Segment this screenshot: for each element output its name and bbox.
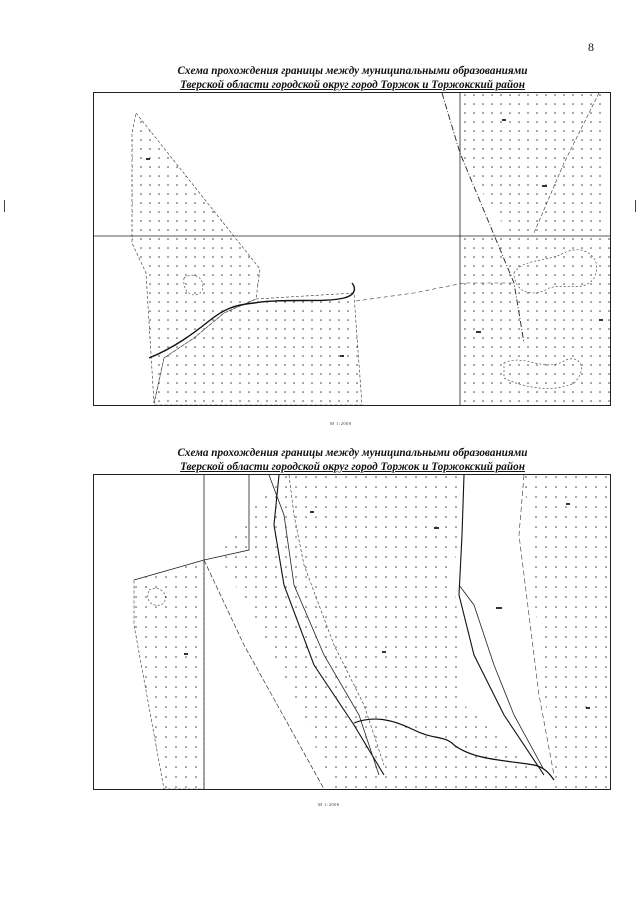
map-title-1-line-1: Схема прохождения границы между муниципальными образованиями bbox=[177, 65, 528, 77]
map-marker bbox=[502, 119, 506, 121]
map-title-2-line-2: Тверской области городской округ город Торжок и Торжокский район bbox=[180, 461, 525, 473]
map-marker bbox=[586, 707, 590, 709]
map-marker bbox=[184, 653, 188, 655]
map-marker bbox=[434, 527, 439, 529]
map-title-2 bbox=[95, 446, 610, 474]
map-marker bbox=[382, 651, 386, 653]
map-drawing-1 bbox=[94, 93, 610, 405]
map-title-1-line-2: Тверской области городской округ город Торжок и Торжокский район bbox=[180, 79, 525, 91]
map-marker bbox=[340, 355, 344, 357]
map-frame-1 bbox=[93, 92, 611, 406]
map-marker bbox=[310, 511, 314, 513]
scan-edge-mark-left bbox=[4, 200, 5, 212]
map-scale-1: М 1:2000 bbox=[330, 421, 352, 426]
map-marker bbox=[542, 185, 547, 187]
map-drawing-2 bbox=[94, 475, 610, 789]
parcel-east bbox=[524, 475, 610, 789]
map-frame-2 bbox=[93, 474, 611, 790]
parcel-east-upper bbox=[460, 93, 604, 236]
map-marker bbox=[476, 331, 481, 333]
scan-edge-mark-right bbox=[635, 200, 636, 212]
map-marker bbox=[566, 503, 570, 505]
map-marker bbox=[146, 158, 150, 160]
map-marker bbox=[496, 607, 502, 609]
map-scale-2: М 1:2000 bbox=[318, 802, 340, 807]
map-title-2-line-1: Схема прохождения границы между муниципальными образованиями bbox=[177, 447, 528, 459]
page-number: 8 bbox=[588, 40, 594, 54]
parcel-west bbox=[134, 560, 204, 789]
map-marker bbox=[599, 319, 603, 321]
map-title-1 bbox=[95, 64, 610, 92]
